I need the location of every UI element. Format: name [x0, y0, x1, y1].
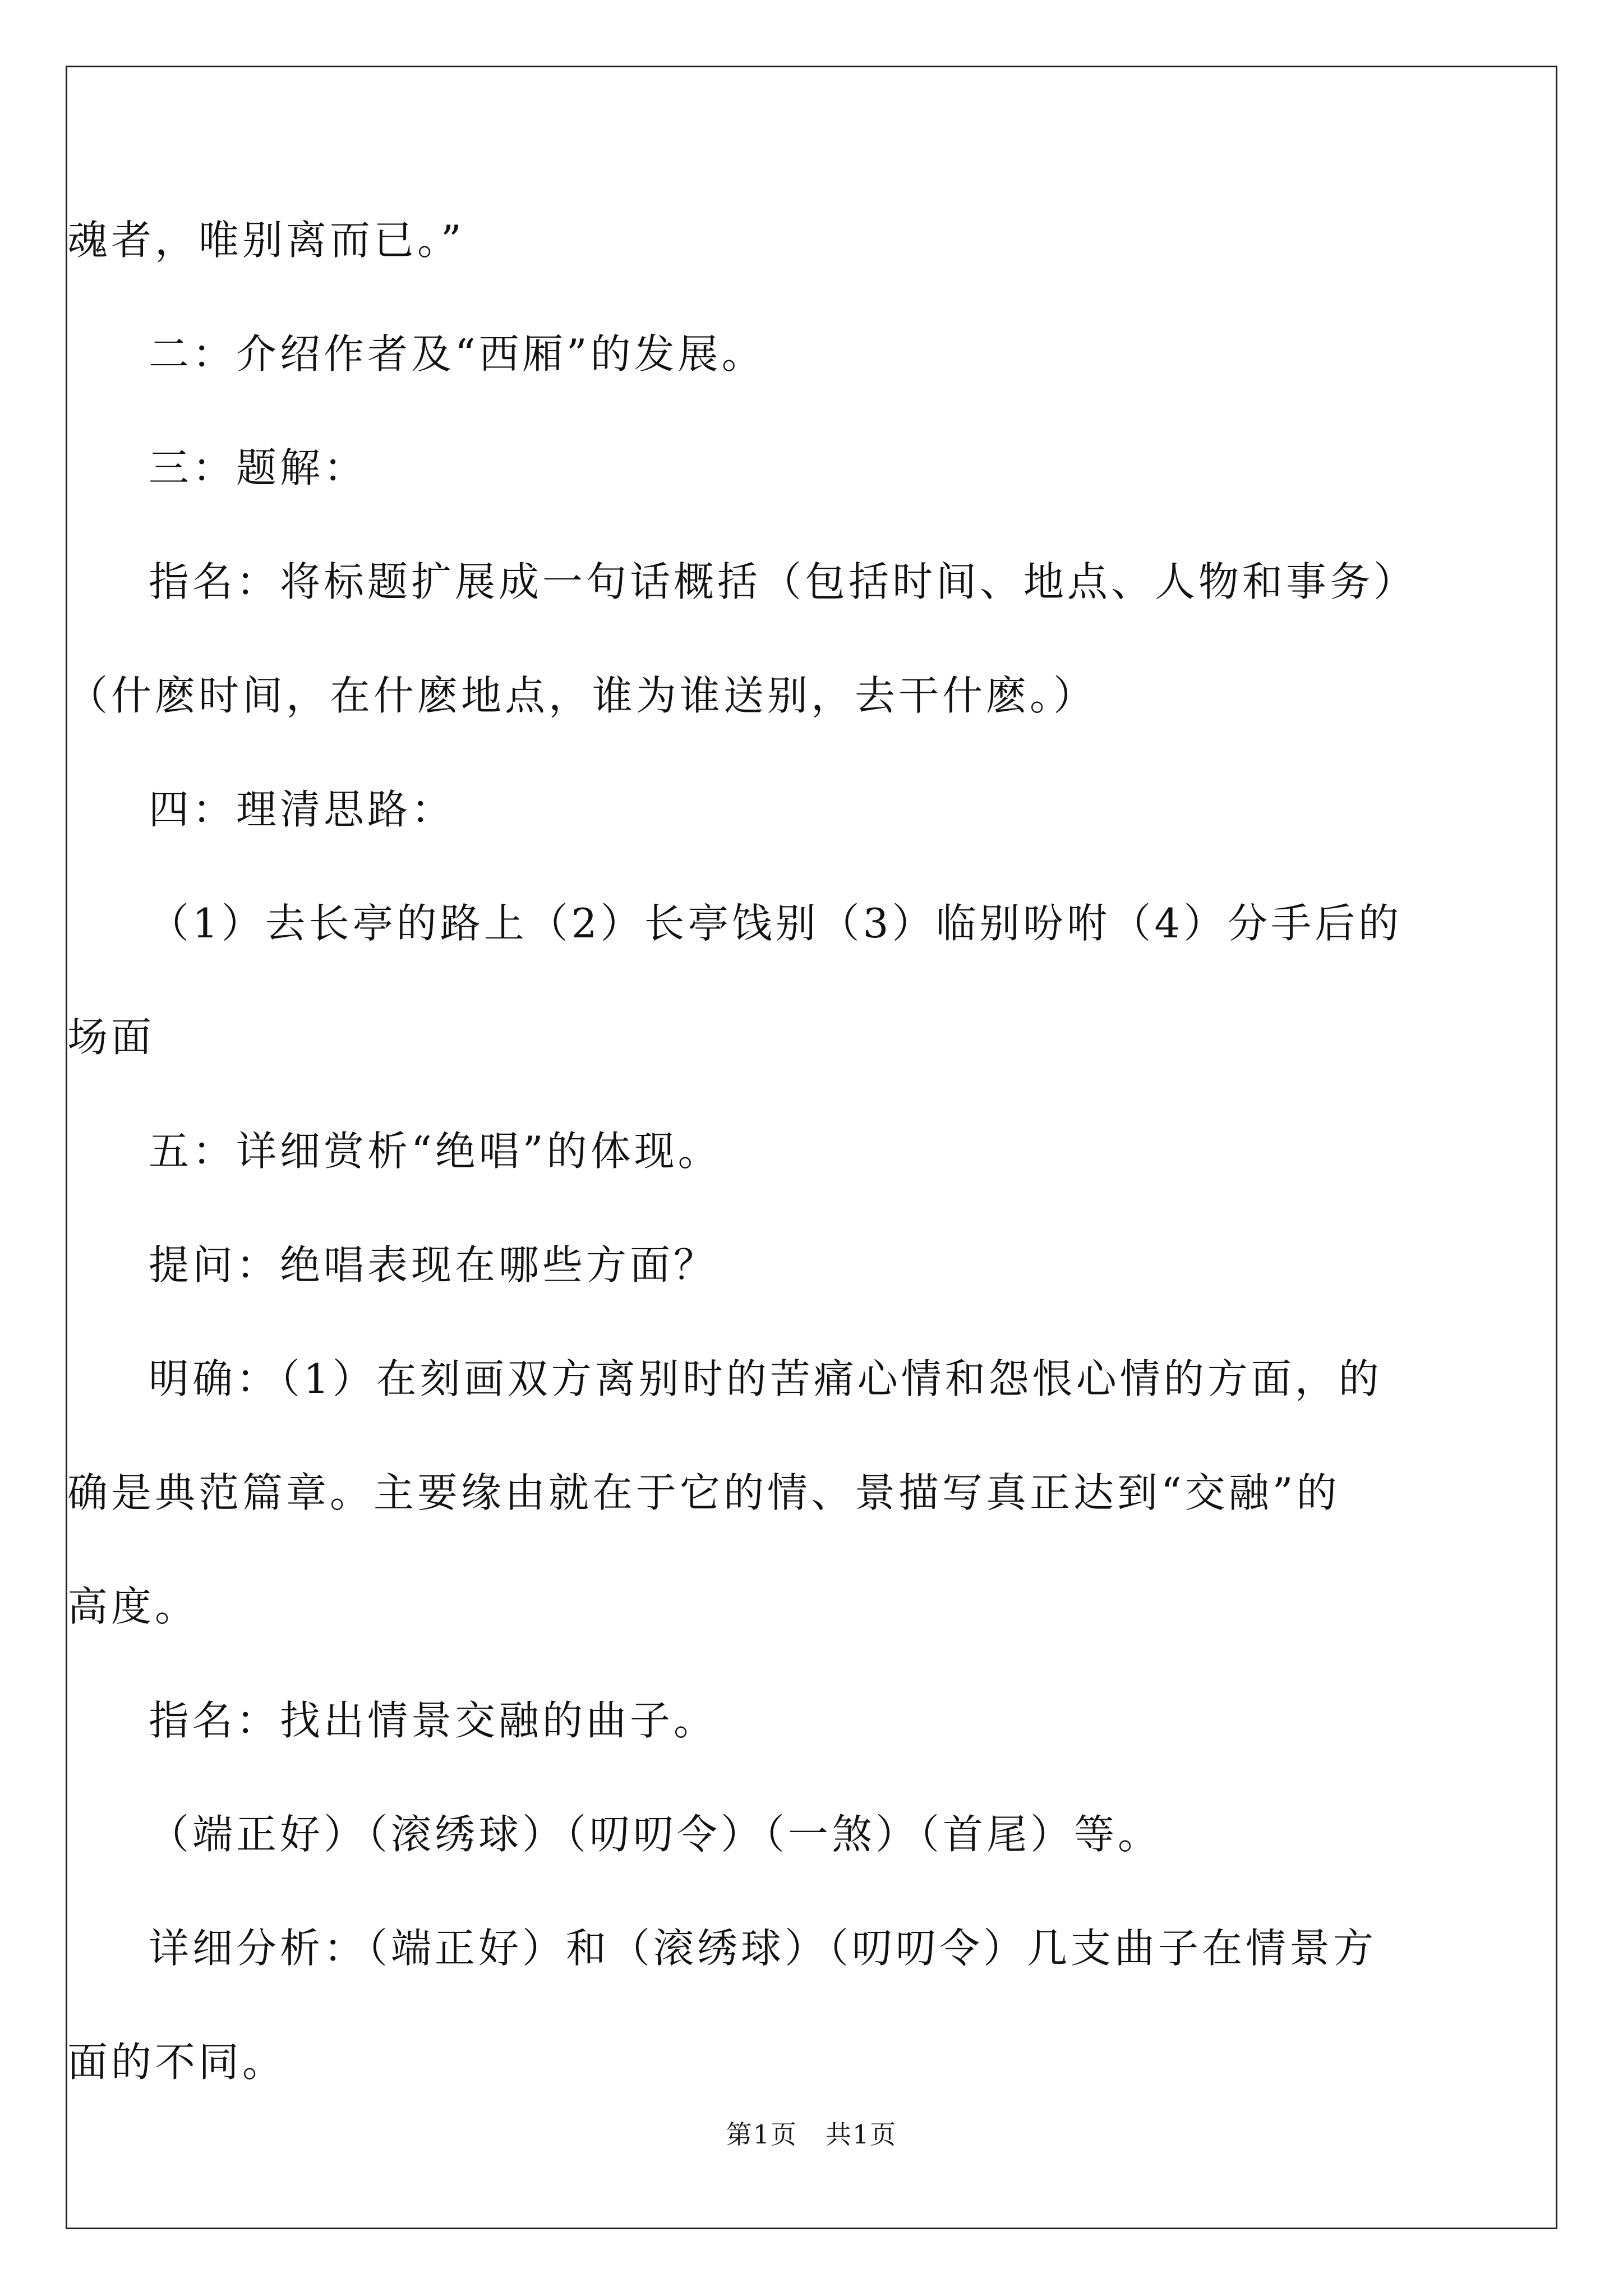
text-line-8: 场面 [67, 1014, 155, 1061]
text-line-4: 指名：将标题扩展成一句话概括（包括时间、地点、人物和事务） [149, 558, 1418, 605]
text-line-2: 二：介绍作者及“西厢”的发展。 [149, 330, 766, 378]
page-total: 共1页 [825, 2119, 897, 2150]
text-line-16: 详细分析：（端正好）和（滚绣球）（叨叨令）几支曲子在情景方 [149, 1925, 1377, 1972]
text-line-10: 提问：绝唱表现在哪些方面？ [149, 1241, 718, 1289]
text-line-12: 确是典范篇章。主要缘由就在于它的情、景描写真正达到“交融”的 [67, 1469, 1340, 1516]
text-line-13: 高度。 [67, 1583, 199, 1630]
page-footer [67, 2118, 1556, 2151]
page-number: 第1页 [726, 2119, 798, 2150]
text-line-6: 四：理清思路： [149, 786, 455, 833]
text-line-14: 指名：找出情景交融的曲子。 [149, 1697, 718, 1744]
text-line-7: （1）去长亭的路上（2）长亭饯别（3）临别吩咐（4）分手后的 [149, 900, 1403, 947]
page-frame [66, 66, 1557, 2229]
text-line-11: 明确：（1）在刻画双方离别时的苦痛心情和怨恨心情的方面，的 [149, 1355, 1382, 1402]
text-line-9: 五：详细赏析“绝唱”的体现。 [149, 1128, 722, 1175]
text-line-1: 魂者，唯别离而已。” [67, 217, 465, 264]
text-line-15: （端正好）（滚绣球）（叨叨令）（一煞）（首尾）等。 [149, 1811, 1162, 1858]
text-line-3: 三：题解： [149, 444, 368, 491]
text-line-17: 面的不同。 [67, 2039, 287, 2086]
text-line-5: （什麽时间，在什麽地点，谁为谁送别，去干什麽。） [67, 672, 1098, 719]
